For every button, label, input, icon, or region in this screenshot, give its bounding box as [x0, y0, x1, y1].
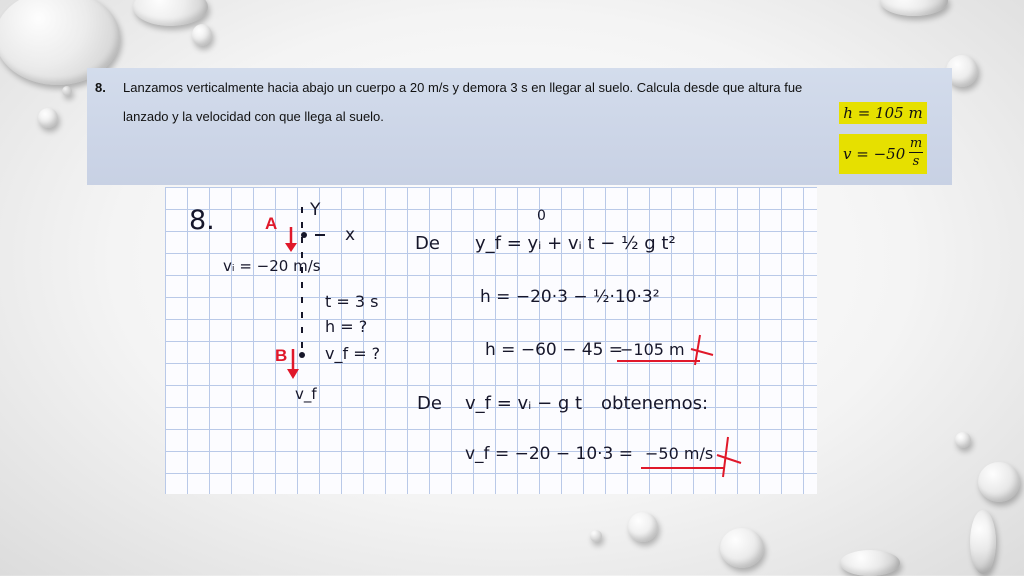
result-velocity-check: [717, 437, 741, 477]
de-label-2: De: [417, 393, 442, 414]
handwritten-solution: [165, 187, 817, 494]
axis-y-label: Y: [310, 200, 321, 220]
velocity-unit-fraction: [909, 135, 923, 170]
unit-numerator: m: [909, 136, 923, 151]
data-height: h = ?: [325, 317, 368, 336]
equation-position: y_f = yᵢ + vᵢ t − ½ g t²: [475, 233, 676, 254]
data-final-velocity: v_f = ?: [325, 344, 381, 363]
answer-height: h = 105 m: [839, 102, 927, 124]
result-velocity: −50 m/s: [645, 444, 714, 463]
point-a-arrowhead: [285, 243, 297, 252]
water-drop-decoration: [840, 550, 900, 576]
water-drop-decoration: [628, 512, 658, 542]
answer-velocity-label: v = −50: [843, 145, 906, 163]
de-label-1: De: [415, 233, 440, 254]
point-a-label: A: [265, 214, 278, 233]
equation-velocity: v_f = vᵢ − g t: [465, 393, 583, 414]
water-drop-decoration: [590, 530, 602, 542]
problem-text-line-1: Lanzamos verticalmente hacia abajo un cuerpo a 20 m/s y demora 3 s en llegar al suelo. Calcula desde que altura fue: [123, 80, 803, 95]
water-drop-decoration: [955, 432, 971, 448]
equation-height-substitution: h = −20·3 − ½·10·3²: [480, 287, 660, 307]
water-drop-decoration: [720, 528, 764, 568]
data-time: t = 3 s: [325, 292, 379, 311]
water-drop-decoration: [970, 510, 996, 574]
solution-number: 8.: [189, 205, 215, 236]
water-drop-decoration: [880, 0, 948, 16]
water-drop-decoration: [62, 86, 72, 96]
point-b-label: B: [275, 346, 288, 365]
zero-mark: 0: [537, 208, 546, 224]
answer-velocity: [839, 134, 927, 174]
problem-statement: [87, 68, 952, 185]
result-height: −105 m: [620, 340, 685, 359]
point-b-dot: [299, 352, 305, 358]
unit-denominator: s: [912, 154, 920, 169]
final-velocity-label: v_f: [295, 385, 317, 403]
water-drop-decoration: [192, 24, 212, 46]
problem-number: 8.: [95, 80, 106, 95]
obtenemos-label: obtenemos:: [601, 393, 709, 414]
problem-text-line-2: lanzado y la velocidad con que llega al suelo.: [123, 109, 384, 124]
water-drop-decoration: [133, 0, 208, 26]
axis-x-label: x: [345, 225, 356, 245]
water-drop-decoration: [38, 108, 58, 128]
point-a-dot: [301, 232, 307, 238]
equation-height-result: h = −60 − 45 =: [485, 340, 624, 360]
point-b-arrowhead: [287, 369, 299, 379]
initial-velocity-label: vᵢ = −20 m/s: [223, 257, 321, 275]
water-drop-decoration: [978, 462, 1020, 502]
solution-drawing: [165, 187, 817, 494]
equation-velocity-result: v_f = −20 − 10·3 =: [465, 444, 634, 464]
